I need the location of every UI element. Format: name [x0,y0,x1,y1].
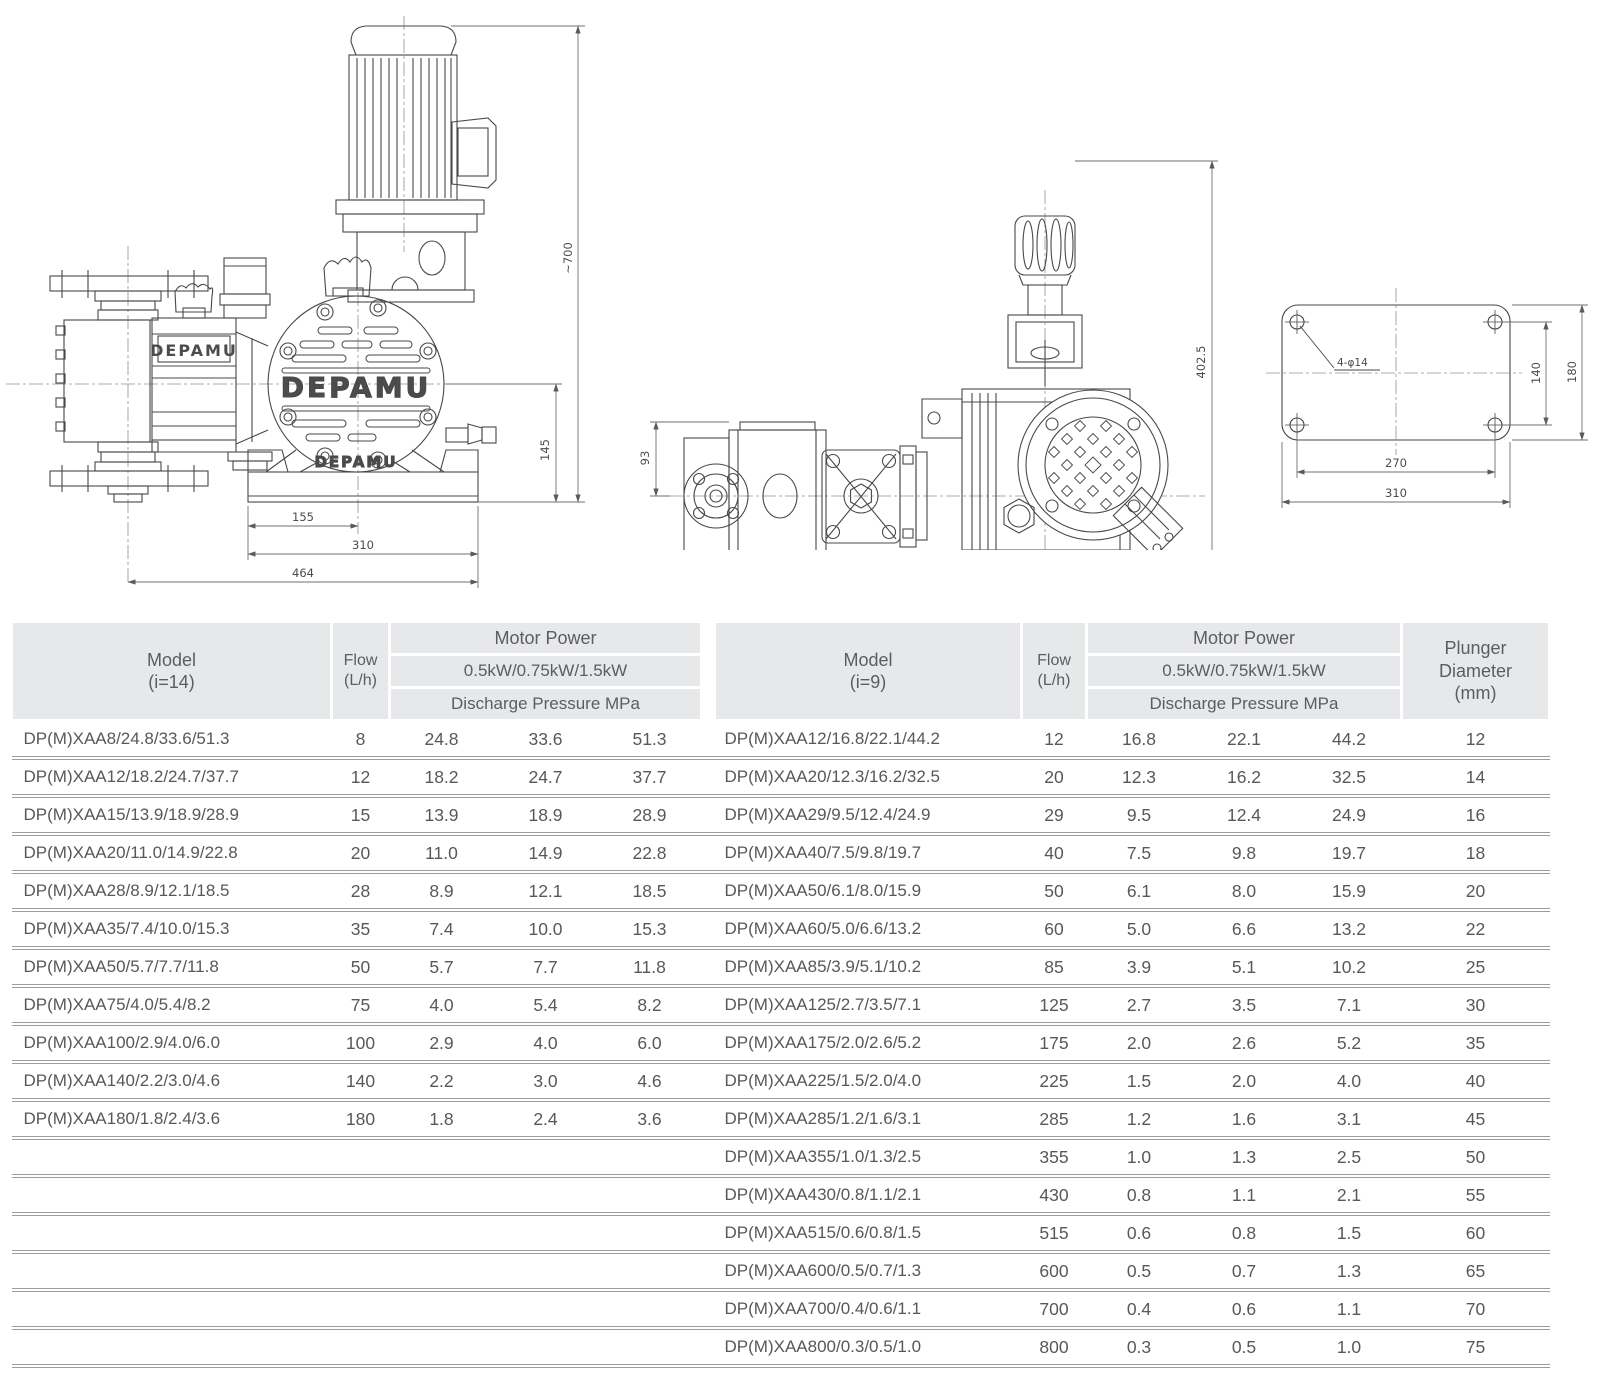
cell: 0.8 [1192,1214,1297,1252]
header-flow-right-line1: Flow [1037,652,1071,669]
cell: DP(M)XAA28/8.9/12.1/18.5 [12,872,332,910]
cell: 9.5 [1087,796,1192,834]
cell: 1.0 [1087,1138,1192,1176]
cell [390,1176,494,1214]
header-flow-left-line2: (L/h) [344,672,377,689]
cell [702,1138,715,1176]
cell [332,1328,390,1366]
cell: 8.0 [1192,872,1297,910]
cell [390,1252,494,1290]
cell: DP(M)XAA20/11.0/14.9/22.8 [12,834,332,872]
dim-center-height: 145 [538,439,552,461]
cell: DP(M)XAA180/1.8/2.4/3.6 [12,1100,332,1138]
header-plunger-line1: Plunger [1444,638,1507,659]
cell [494,1252,598,1290]
cell: DP(M)XAA225/1.5/2.0/4.0 [715,1062,1022,1100]
cell: 19.7 [1297,834,1402,872]
spec-row [12,1290,1550,1328]
header-motor-power-left: Motor Power [390,622,702,655]
cell [494,1138,598,1176]
spec-row [12,872,1550,910]
spec-row [12,1328,1550,1366]
cell: 5.2 [1297,1024,1402,1062]
cell: 1.8 [390,1100,494,1138]
cell: 24.8 [424,728,459,749]
cell: 28.9 [598,796,702,834]
cell: DP(M)XAA40/7.5/9.8/19.7 [715,834,1022,872]
dim-overall-width: 464 [292,566,314,580]
cell: 51.3 [632,728,667,749]
cell [332,1214,390,1252]
cell [598,1290,702,1328]
cell [494,1176,598,1214]
header-model-i14-line1: Model [146,649,197,670]
spec-row [12,721,1550,759]
cell [702,758,715,796]
table-gap [702,622,715,721]
cell [702,1328,715,1366]
cell: 55 [1402,1176,1550,1214]
cell: 13.9 [390,796,494,834]
cell [702,1024,715,1062]
cell: 0.3 [1087,1328,1192,1366]
header-power-ratings-right: 0.5kW/0.75kW/1.5kW [1087,655,1402,688]
spec-row [12,1062,1550,1100]
cell: 3.6 [598,1100,702,1138]
cell: DP(M)XAA50/5.7/7.7/11.8 [12,948,332,986]
cell: DP(M)XAA12/18.2/24.7/37.7 [12,758,332,796]
dim-plate-height: 180 [1565,361,1579,383]
cell: 1.6 [1192,1100,1297,1138]
cell: 430 [1022,1176,1087,1214]
dim-overall-height: ~700 [561,242,575,274]
cell: 3.0 [494,1062,598,1100]
cell: 60 [1022,910,1087,948]
cell [702,1252,715,1290]
cell: 7.5 [1087,834,1192,872]
cell [332,1138,390,1176]
cell: 1.2 [1087,1100,1192,1138]
cell: 1.1 [1297,1290,1402,1328]
cell [598,1176,702,1214]
cell: DP(M)XAA100/2.9/4.0/6.0 [12,1024,332,1062]
cell: 40 [1022,834,1087,872]
header-plunger-diameter [1402,622,1550,721]
cell: 5.7 [390,948,494,986]
cell: 45 [1402,1100,1550,1138]
pump-spec-table [10,620,1551,1368]
cell: 12.3 [1087,758,1192,796]
cell [702,872,715,910]
dimension-lines [1282,305,1588,508]
cell [332,1290,390,1328]
header-flow-left [332,622,390,721]
cell: 2.1 [1297,1176,1402,1214]
cell [702,721,715,759]
cell: 3.5 [1192,986,1297,1024]
cell: 16.2 [1192,758,1297,796]
brand-label-cover-bottom: DEPAMU [314,453,398,471]
cell: 15.3 [598,910,702,948]
header-plunger-line2: Diameter [1438,660,1513,681]
cell: 20 [1402,872,1550,910]
cell: 18 [1402,834,1550,872]
cell: 15 [332,796,390,834]
header-power-ratings-left: 0.5kW/0.75kW/1.5kW [390,655,702,688]
cell [598,1252,702,1290]
cell: 30 [1402,986,1550,1024]
cell: DP(M)XAA125/2.7/3.5/7.1 [715,986,1022,1024]
cell: 35 [1402,1024,1550,1062]
cell: DP(M)XAA430/0.8/1.1/2.1 [715,1176,1022,1214]
cell: DP(M)XAA600/0.5/0.7/1.3 [715,1252,1022,1290]
cell: 2.9 [390,1024,494,1062]
header-flow-right [1022,622,1087,721]
cell: 0.7 [1192,1252,1297,1290]
cell: 14.9 [494,834,598,872]
cell: 8.2 [598,986,702,1024]
cell [12,1328,332,1366]
cell: 2.0 [1087,1024,1192,1062]
cell: 24.7 [494,758,598,796]
cell: 140 [332,1062,390,1100]
cell: 32.5 [1297,758,1402,796]
cell [702,796,715,834]
cell: 65 [1402,1252,1550,1290]
cell: 0.6 [1192,1290,1297,1328]
cell: 16.8 [1121,728,1157,749]
header-flow-left-line1: Flow [343,652,378,669]
header-model-i9 [715,622,1022,721]
cell: 70 [1402,1290,1550,1328]
cell: DP(M)XAA20/12.3/16.2/32.5 [715,758,1022,796]
dim-port-offset: 93 [638,450,652,466]
brand-label-cover: DEPAMU [280,371,432,404]
cell [390,1328,494,1366]
cell [494,1328,598,1366]
cell [598,1138,702,1176]
cell [390,1138,494,1176]
cell: DP(M)XAA60/5.0/6.6/13.2 [715,910,1022,948]
dim-hole-span-h: 140 [1529,362,1543,384]
cell: 14 [1402,758,1550,796]
cell [598,1328,702,1366]
cell: 125 [1022,986,1087,1024]
cell: 515 [1022,1214,1087,1252]
dim-holes-label: 4-φ14 [1337,357,1368,369]
cell: 11.8 [598,948,702,986]
table-body [12,721,1550,1367]
cell: DP(M)XAA800/0.3/0.5/1.0 [715,1328,1022,1366]
cell: 5.1 [1192,948,1297,986]
dim-base-width: 310 [352,538,374,552]
cell [702,1290,715,1328]
cell [12,1176,332,1214]
cell: 7.4 [390,910,494,948]
cell: DP(M)XAA515/0.6/0.8/1.5 [715,1214,1022,1252]
cell: 800 [1022,1328,1087,1366]
cell: 18.2 [390,758,494,796]
cell [332,1176,390,1214]
cell: 225 [1022,1062,1087,1100]
cell: 10.2 [1297,948,1402,986]
cell: 2.6 [1192,1024,1297,1062]
cell: DP(M)XAA8/24.8/33.6/51.3 [23,729,230,748]
cell: 0.5 [1087,1252,1192,1290]
cell: DP(M)XAA140/2.2/3.0/4.6 [12,1062,332,1100]
cell: 6.0 [598,1024,702,1062]
cell: 29 [1022,796,1087,834]
cell: 4.0 [1297,1062,1402,1100]
cell: 8.9 [390,872,494,910]
cell: 12 [332,758,390,796]
base-plate-drawing [1230,250,1600,540]
cell: 85 [1022,948,1087,986]
cell: 9.8 [1192,834,1297,872]
cell [390,1214,494,1252]
cell: 10.0 [494,910,598,948]
dim-foot-to-center: 155 [292,510,314,524]
cell: DP(M)XAA175/2.0/2.6/5.2 [715,1024,1022,1062]
front-view-drawing [0,0,610,600]
cell: 2.0 [1192,1062,1297,1100]
cell: 20 [1022,758,1087,796]
cell: DP(M)XAA12/16.8/22.1/44.2 [724,729,940,748]
cell: 0.4 [1087,1290,1192,1328]
cell: 37.7 [598,758,702,796]
header-discharge-right: Discharge Pressure MPa [1087,688,1402,721]
cell [702,910,715,948]
cell: 0.8 [1087,1176,1192,1214]
cell [12,1138,332,1176]
cell: 4.0 [494,1024,598,1062]
spec-row [12,1100,1550,1138]
cell: 1.0 [1297,1328,1402,1366]
cell: 100 [332,1024,390,1062]
cell: DP(M)XAA75/4.0/5.4/8.2 [12,986,332,1024]
spec-row [12,910,1550,948]
cell: DP(M)XAA355/1.0/1.3/2.5 [715,1138,1022,1176]
table-header [12,622,1550,721]
cell: 285 [1022,1100,1087,1138]
cell: 60 [1402,1214,1550,1252]
cell: 35 [332,910,390,948]
cell: 3.1 [1297,1100,1402,1138]
cell: 20 [332,834,390,872]
cell: DP(M)XAA35/7.4/10.0/15.3 [12,910,332,948]
cell: 50 [332,948,390,986]
cell: 40 [1402,1062,1550,1100]
spec-row [12,1214,1550,1252]
cell: 2.4 [494,1100,598,1138]
cell: 7.7 [494,948,598,986]
header-model-i14 [12,622,332,721]
cell [332,1252,390,1290]
cell: 4.6 [598,1062,702,1100]
spec-row [12,758,1550,796]
cell [702,986,715,1024]
cell: 33.6 [528,728,563,749]
cell: 75 [332,986,390,1024]
cell: 0.5 [1192,1328,1297,1366]
cell [702,1062,715,1100]
cell: 355 [1022,1138,1087,1176]
header-model-i14-line2: (i=14) [148,672,195,692]
cell: 24.9 [1297,796,1402,834]
header-plunger-line3: (mm) [1454,683,1497,704]
cell: 6.6 [1192,910,1297,948]
spec-row [12,1252,1550,1290]
header-motor-power-right: Motor Power [1087,622,1402,655]
header-discharge-left: Discharge Pressure MPa [390,688,702,721]
cell: 22.8 [598,834,702,872]
cell: 180 [332,1100,390,1138]
cell: 75 [1402,1328,1550,1366]
cell: 22.1 [1226,728,1262,749]
cell [702,948,715,986]
cell: 12 [1044,728,1064,749]
cell: 6.1 [1087,872,1192,910]
header-model-i9-line2: (i=9) [849,672,887,692]
cell: 50 [1022,872,1087,910]
spec-row [12,1176,1550,1214]
cell: 13.2 [1297,910,1402,948]
cell [702,1100,715,1138]
cell: 5.4 [494,986,598,1024]
cell: 50 [1402,1138,1550,1176]
spec-row [12,986,1550,1024]
technical-drawings [0,0,1600,600]
cell: 25 [1402,948,1550,986]
cell: 18.5 [598,872,702,910]
dim-hole-span-w: 270 [1385,456,1407,470]
header-flow-right-line2: (L/h) [1037,672,1071,689]
cell: 600 [1022,1252,1087,1290]
cell: DP(M)XAA85/3.9/5.1/10.2 [715,948,1022,986]
cell: 12 [1465,728,1486,749]
cell [494,1214,598,1252]
spec-row [12,1024,1550,1062]
cell: 5.0 [1087,910,1192,948]
cell: 3.9 [1087,948,1192,986]
cell: 1.5 [1087,1062,1192,1100]
cell: 7.1 [1297,986,1402,1024]
spec-row [12,1138,1550,1176]
cell: 15.9 [1297,872,1402,910]
header-model-i9-line1: Model [843,649,893,670]
cell [702,1176,715,1214]
cell: 1.5 [1297,1214,1402,1252]
spec-row [12,796,1550,834]
dim-overall-height-side: 402.5 [1194,345,1208,379]
cell: 0.6 [1087,1214,1192,1252]
cell [12,1214,332,1252]
cell: 1.1 [1192,1176,1297,1214]
cell: DP(M)XAA29/9.5/12.4/24.9 [715,796,1022,834]
cell: DP(M)XAA50/6.1/8.0/15.9 [715,872,1022,910]
cell: 700 [1022,1290,1087,1328]
cell [598,1214,702,1252]
cell [390,1290,494,1328]
brand-label-head: DEPAMU [150,341,238,360]
cell [12,1252,332,1290]
cell: 44.2 [1331,728,1367,749]
cell: 12.4 [1192,796,1297,834]
cell [702,1214,715,1252]
cell: 1.3 [1192,1138,1297,1176]
cell: 2.2 [390,1062,494,1100]
cell [12,1290,332,1328]
spec-row [12,834,1550,872]
cell: DP(M)XAA15/13.9/18.9/28.9 [12,796,332,834]
cell: 2.7 [1087,986,1192,1024]
cell: 22 [1402,910,1550,948]
dim-plate-width: 310 [1385,486,1407,500]
cell: DP(M)XAA285/1.2/1.6/3.1 [715,1100,1022,1138]
cell: DP(M)XAA700/0.4/0.6/1.1 [715,1290,1022,1328]
cell: 2.5 [1297,1138,1402,1176]
cell: 11.0 [390,834,494,872]
cell [494,1290,598,1328]
cell: 12.1 [494,872,598,910]
top-view-drawing [620,150,1230,550]
cell: 28 [332,872,390,910]
spec-row [12,948,1550,986]
cell: 16 [1402,796,1550,834]
cell: 8 [355,728,366,749]
cell: 175 [1022,1024,1087,1062]
cell: 1.3 [1297,1252,1402,1290]
cell: 18.9 [494,796,598,834]
cell [702,834,715,872]
cell: 4.0 [390,986,494,1024]
